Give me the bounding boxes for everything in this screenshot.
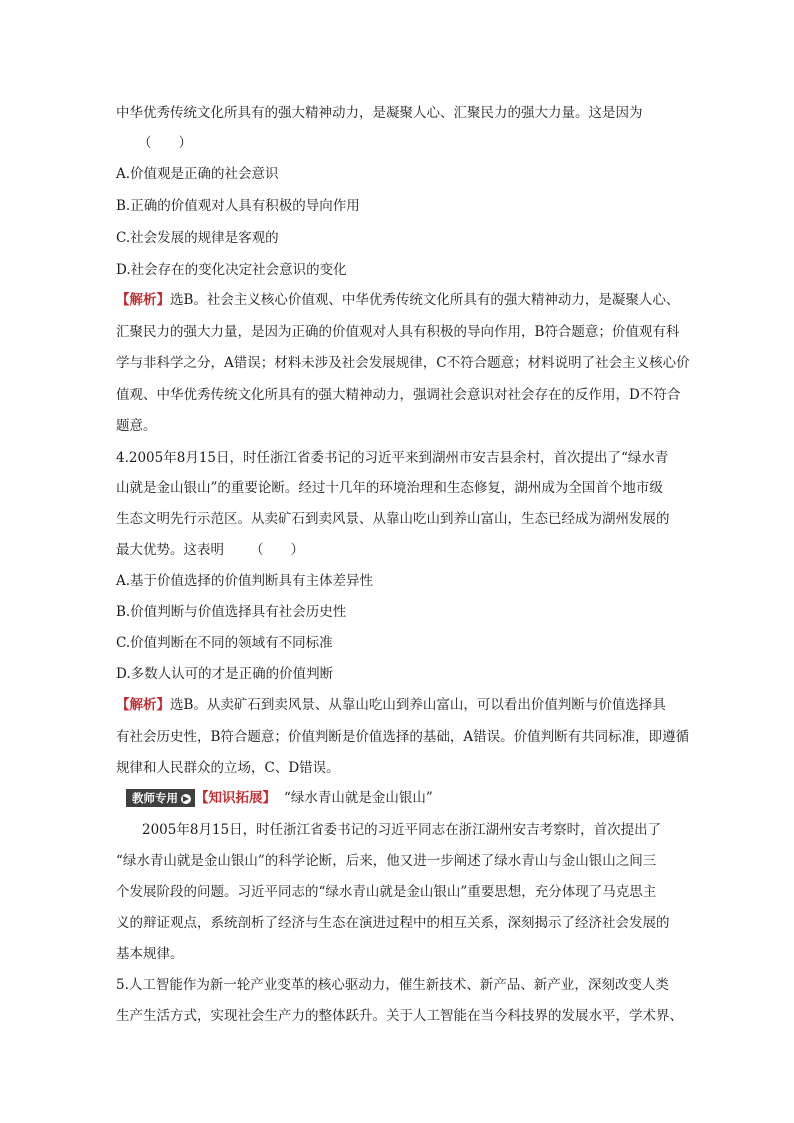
q3-option-b: B.正确的价值观对人具有积极的导向作用 — [116, 198, 360, 214]
q3-option-c: C.社会发展的规律是客观的 — [116, 230, 279, 246]
q4-stem-line — [116, 540, 682, 560]
teacher-only-badge-label: 教师专用 — [132, 791, 178, 805]
q4-stem-text: 最大优势。这表明 — [116, 542, 224, 558]
extension-line: 2005年8月15日，时任浙江省委书记的习近平同志在浙江湖州安吉考察时，首次提出了 — [142, 822, 662, 838]
q4-stem-line: 生态文明先行示范区。从卖矿石到卖风景、从靠山吃山到养山富山，生态已经成为湖州发展的 — [116, 511, 670, 527]
q4-analysis-text: 选B。从卖矿石到卖风景、从靠山吃山到养山富山，可以看出价值判断与价值选择具 — [170, 697, 666, 713]
extension-tag: 【知识拓展】 — [195, 790, 276, 806]
extension-line: “绿水青山就是金山银山”的科学论断，后来，他又进一步阐述了绿水青山与金山银山之间三 — [116, 853, 657, 869]
extension-line: 义的辩证观点，系统剖析了经济与生态在演进过程中的相互关系，深刻揭示了经济社会发展的 — [116, 915, 670, 931]
play-arrow-icon: ▶ — [182, 793, 190, 803]
q4-analysis-line: 有社会历史性，B符合题意；价值判断是价值选择的基础，A错误。价值判断有共同标准，即遵循 — [116, 729, 690, 745]
q4-option-a: A.基于价值选择的价值判断具有主体差异性 — [116, 573, 374, 589]
teacher-only-badge — [126, 789, 195, 807]
q3-analysis-tag: 【解析】 — [116, 292, 170, 308]
q3-answer-blank: （ ） — [138, 135, 192, 151]
q3-option-a: A.价值观是正确的社会意识 — [116, 166, 279, 182]
extension-header — [126, 788, 692, 808]
q3-analysis-line: 学与非科学之分，A错误；材料未涉及社会发展规律，C不符合题意；材料说明了社会主义核心价 — [116, 355, 690, 371]
q4-analysis-tag: 【解析】 — [116, 697, 170, 713]
q3-analysis-line: 汇聚民力的强大力量，是因为正确的价值观对人具有积极的导向作用，B符合题意；价值观有科 — [116, 324, 680, 340]
q4-option-d: D.多数人认可的才是正确的价值判断 — [116, 666, 334, 682]
q3-option-d: D.社会存在的变化决定社会意识的变化 — [116, 262, 347, 278]
q4-stem-line: 4.2005年8月15日，时任浙江省委书记的习近平来到湖州市安吉县余村，首次提出了“绿水青 — [116, 450, 669, 466]
q5-stem-line: 5.人工智能作为新一轮产业变革的核心驱动力，催生新技术、新产品、新产业，深刻改变人类 — [116, 977, 669, 993]
extension-line: 个发展阶段的问题。习近平同志的“绿水青山就是金山银山”重要思想，充分体现了马克思主 — [116, 884, 657, 900]
q5-stem-line: 生产生活方式，实现社会生产力的整体跃升。关于人工智能在当今科技界的发展水平，学术界、 — [116, 1008, 683, 1024]
q3-analysis-line: 值观、中华优秀传统文化所具有的强大精神动力，强调社会意识对社会存在的反作用，D不符合 — [116, 387, 681, 403]
q4-analysis-line — [116, 695, 682, 715]
extension-line: 基本规律。 — [116, 946, 184, 962]
q4-option-b: B.价值判断与价值选择具有社会历史性 — [116, 604, 347, 620]
extension-title: “绿水青山就是金山银山” — [284, 790, 433, 806]
q4-option-c: C.价值判断在不同的领域有不同标准 — [116, 635, 333, 651]
q3-analysis-line: 题意。 — [116, 418, 157, 434]
q4-stem-line: 山就是金山银山”的重要论断。经过十几年的环境治理和生态修复，湖州成为全国首个地市级 — [116, 480, 663, 496]
q4-answer-blank: （ ） — [250, 542, 304, 558]
q4-analysis-line: 规律和人民群众的立场，C、D错误。 — [116, 760, 340, 776]
q3-stem-line: 中华优秀传统文化所具有的强大精神动力，是凝聚人心、汇聚民力的强大力量。这是因为 — [116, 105, 643, 121]
q3-analysis-text: 选B。社会主义核心价值观、中华优秀传统文化所具有的强大精神动力，是凝聚人心、 — [170, 292, 680, 308]
q3-analysis-line — [116, 290, 682, 310]
